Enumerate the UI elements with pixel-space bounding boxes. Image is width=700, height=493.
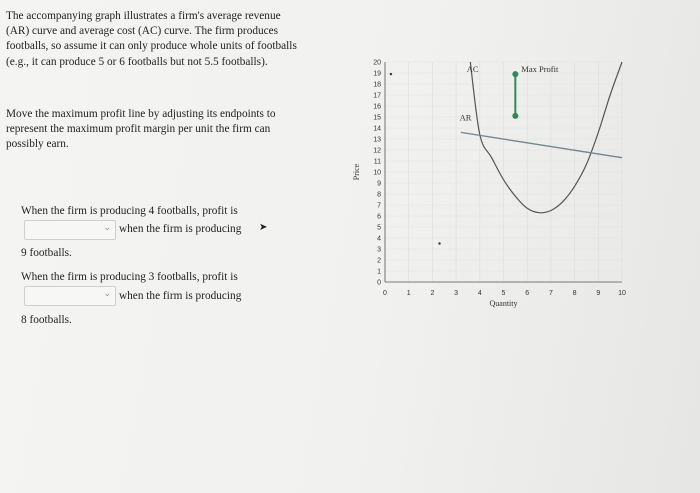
y-tick-label: 8 xyxy=(377,191,381,199)
x-tick-label: 3 xyxy=(454,290,459,297)
x-tick-label: 2 xyxy=(430,290,435,297)
comparison-2-suffix: when the firm is producing xyxy=(119,290,242,302)
y-tick-label: 17 xyxy=(373,92,381,100)
x-tick-label: 1 xyxy=(406,290,411,297)
comparison-1-prefix: When the firm is producing 4 footballs, profit is xyxy=(21,205,238,217)
comparison-1-tail: 9 footballs. xyxy=(21,247,72,259)
y-tick-label: 3 xyxy=(377,246,381,254)
pointer-cursor-icon: ➤ xyxy=(259,222,268,233)
y-tick-label: 11 xyxy=(373,158,381,166)
comparison-1-select[interactable] xyxy=(24,220,116,240)
y-tick-label: 10 xyxy=(373,169,381,177)
ar-label: AR xyxy=(459,112,472,123)
y-tick-label: 0 xyxy=(377,279,381,287)
x-axis-label: Quantity xyxy=(489,299,518,308)
x-tick-label: 9 xyxy=(596,290,601,297)
y-tick-label: 5 xyxy=(377,224,381,232)
y-tick-label: 15 xyxy=(373,114,381,122)
x-tick-label: 4 xyxy=(477,290,482,297)
comparison-1-suffix: when the firm is producing xyxy=(119,223,242,235)
comparison-2-tail: 8 footballs. xyxy=(21,314,72,326)
y-tick-label: 20 xyxy=(373,59,381,67)
x-tick-label: 8 xyxy=(572,290,577,297)
ar-line xyxy=(461,132,622,157)
x-tick-label: 5 xyxy=(501,290,506,297)
x-tick-label: 0 xyxy=(383,290,387,297)
y-tick-label: 4 xyxy=(377,235,381,243)
comparison-2-prefix: When the firm is producing 3 footballs, profit is xyxy=(21,271,238,283)
stray-point xyxy=(390,73,392,75)
y-tick-label: 19 xyxy=(373,70,381,78)
y-tick-label: 13 xyxy=(373,136,381,144)
chevron-down-icon: ⌄ xyxy=(103,223,111,233)
y-tick-label: 6 xyxy=(377,213,381,221)
y-tick-label: 18 xyxy=(373,81,381,89)
y-tick-label: 12 xyxy=(373,147,381,155)
max-profit-bottom-handle[interactable] xyxy=(512,113,518,119)
y-tick-label: 14 xyxy=(373,125,381,133)
y-tick-label: 7 xyxy=(377,202,381,210)
chart-svg[interactable] xyxy=(345,50,645,310)
comparison-2-select[interactable] xyxy=(24,286,116,306)
y-tick-label: 1 xyxy=(377,268,381,276)
question-instruction: Move the maximum profit line by adjusting its endpoints to represent the maximum profit margin per unit the firm can possibly earn. xyxy=(6,108,276,151)
chevron-down-icon: ⌄ xyxy=(103,289,111,299)
max-profit-label: Max Profit xyxy=(521,63,559,74)
y-tick-label: 16 xyxy=(373,103,381,111)
y-axis-label: Price xyxy=(352,163,361,181)
x-tick-label: 7 xyxy=(548,290,553,297)
y-tick-label: 2 xyxy=(377,257,381,265)
x-tick-label: 6 xyxy=(525,290,530,297)
cost-revenue-chart[interactable] xyxy=(345,50,645,310)
x-tick-label: 10 xyxy=(618,290,626,297)
ac-label: AC xyxy=(466,63,479,74)
stray-point xyxy=(438,242,440,244)
question-intro: The accompanying graph illustrates a firm's average revenue (AR) curve and average cost (AC) curve. The firm produces footballs, so assume it can only produce whole units of footballs (e.g., it can produce 5 or 6 footballs but not 5.5 footballs). xyxy=(6,10,297,68)
y-tick-label: 9 xyxy=(377,180,381,188)
max-profit-top-handle[interactable] xyxy=(512,71,518,77)
